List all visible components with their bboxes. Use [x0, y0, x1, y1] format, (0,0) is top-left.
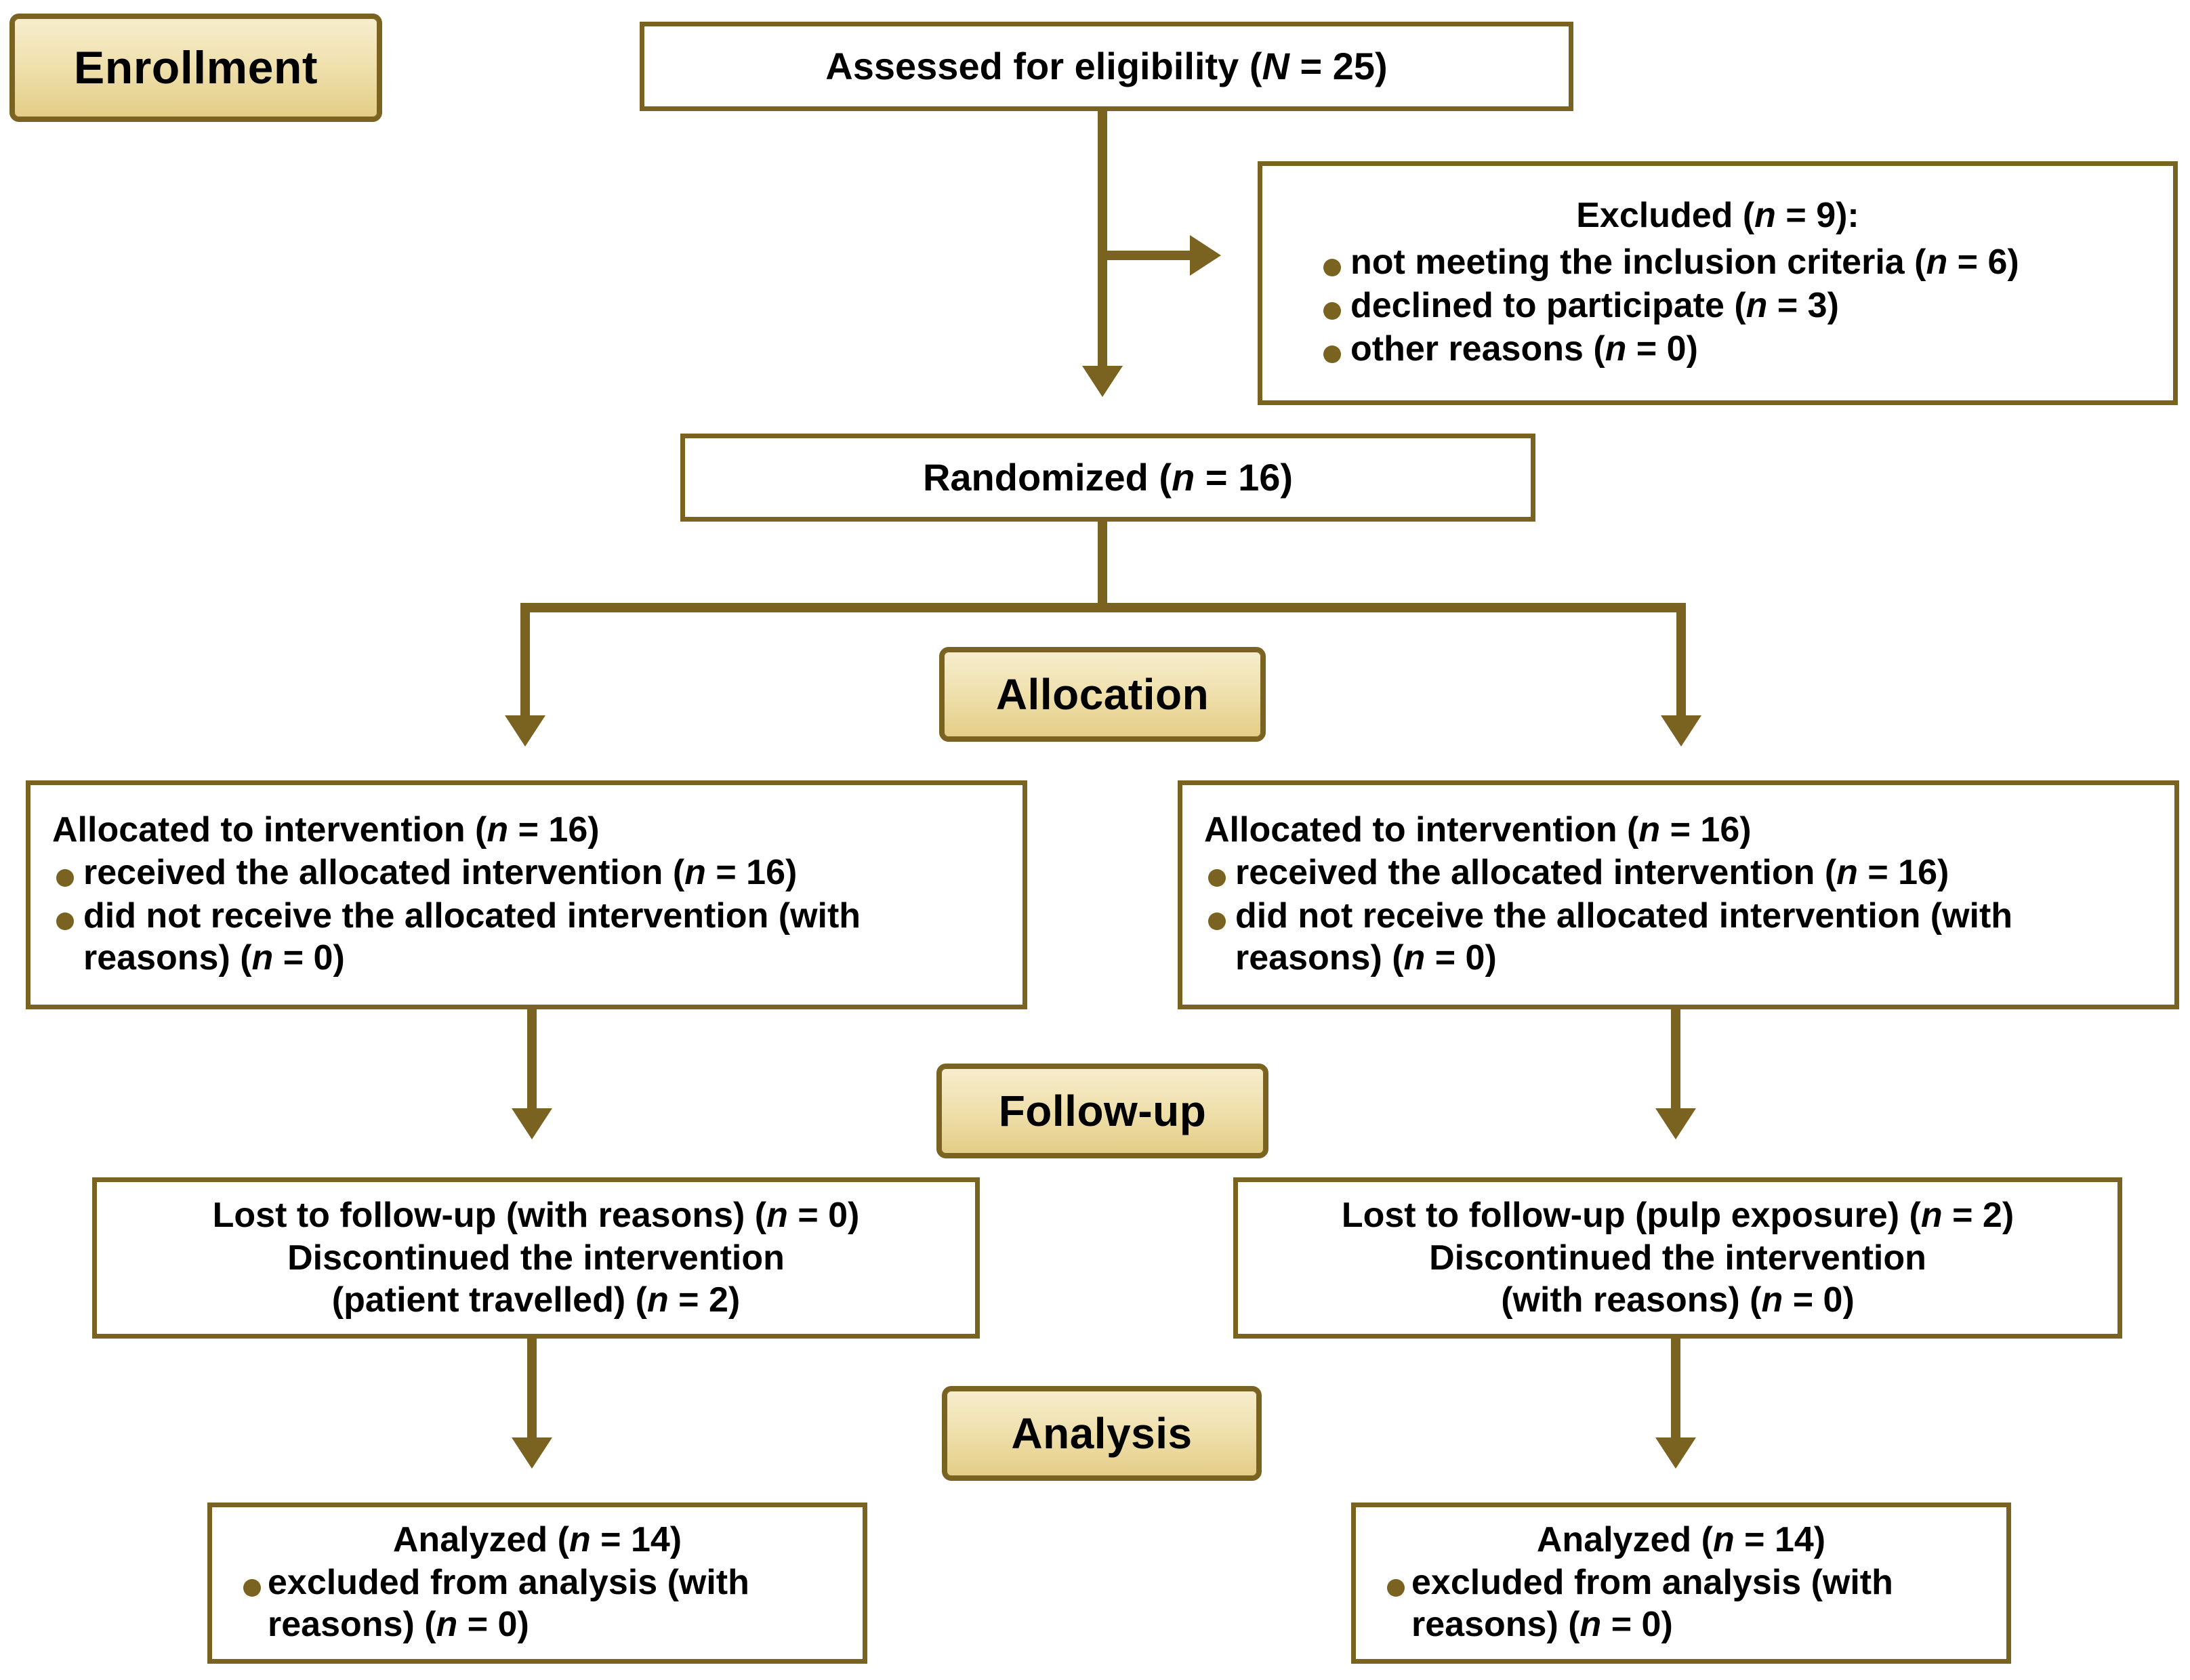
box-analyzed-left [207, 1503, 867, 1664]
followup-left-line3-post: = 2) [668, 1280, 741, 1320]
excluded-item-2-post: = 0) [1626, 329, 1698, 369]
connector-randomized-crossbar [520, 603, 1686, 612]
analyzed-right-item-pre: excluded from analysis (with reasons) ( [1411, 1562, 1893, 1645]
allocated-right-heading-pre: Allocated to intervention ( [1204, 810, 1639, 850]
followup-right-line3 [1501, 1279, 1855, 1321]
list-item [1315, 328, 2166, 370]
stage-label-analysis-text: Analysis [1011, 1409, 1193, 1458]
connector-alloc-right-to-followup [1671, 1009, 1680, 1111]
list-item [235, 1561, 863, 1646]
excluded-heading-post: = 9): [1775, 196, 1859, 236]
excluded-item-2-ital: n [1605, 329, 1627, 369]
arrowhead-assessed-to-randomized [1082, 366, 1123, 397]
followup-left-line3 [332, 1279, 740, 1321]
box-followup-right [1233, 1177, 2122, 1339]
excluded-item-0-post: = 6) [1947, 242, 2019, 282]
allocated-left-heading [36, 809, 1017, 851]
allocated-left-item-1-pre: did not receive the allocated intervention (with reasons) ( [83, 896, 861, 978]
excluded-item-1-ital: n [1745, 286, 1768, 325]
followup-right-line2: Discontinued the intervention [1429, 1238, 1926, 1278]
arrowhead-followup-left-to-analysis [512, 1437, 552, 1469]
allocated-right-heading [1188, 809, 2169, 851]
allocated-left-item-0-pre: received the allocated intervention ( [83, 852, 685, 892]
allocated-right-list [1188, 852, 2169, 981]
list-item [1315, 285, 2166, 327]
box-allocated-right [1178, 780, 2179, 1009]
list-item [48, 895, 1017, 980]
arrowhead-alloc-right-to-followup [1655, 1108, 1696, 1139]
followup-right-line1-pre: Lost to follow-up (pulp exposure) ( [1341, 1196, 1921, 1236]
randomized-text [923, 455, 1293, 500]
connector-randomized-left-drop [520, 603, 530, 718]
excluded-item-2-pre: other reasons ( [1350, 329, 1605, 369]
connector-alloc-left-to-followup [527, 1009, 537, 1111]
followup-right-line1-ital: n [1920, 1196, 1943, 1236]
stage-label-followup [936, 1064, 1268, 1158]
analyzed-left-heading-pre: Analyzed ( [392, 1520, 569, 1560]
list-item [1379, 1561, 2006, 1646]
excluded-heading-ital: n [1754, 196, 1776, 236]
followup-left-line1-pre: Lost to follow-up (with reasons) ( [212, 1196, 767, 1236]
box-allocated-left [26, 780, 1027, 1009]
allocated-right-item-1-ital: n [1403, 938, 1426, 978]
excluded-item-1-pre: declined to participate ( [1350, 286, 1746, 325]
arrowhead-to-excluded [1190, 235, 1221, 276]
allocated-left-item-1-post: = 0) [273, 938, 345, 978]
connector-assessed-to-randomized [1098, 111, 1107, 369]
connector-followup-right-to-analysis [1671, 1339, 1680, 1440]
followup-left-line2: Discontinued the intervention [287, 1238, 785, 1278]
analyzed-left-item-post: = 0) [457, 1605, 529, 1645]
analyzed-right-list [1356, 1561, 2006, 1647]
allocated-left-list [36, 852, 1017, 981]
followup-right-line3-ital: n [1761, 1280, 1783, 1320]
list-item [1200, 852, 2169, 894]
arrowhead-followup-right-to-analysis [1655, 1437, 1696, 1469]
allocated-left-heading-pre: Allocated to intervention ( [52, 810, 487, 850]
randomized-post: = 16) [1195, 456, 1294, 499]
allocated-right-item-0-post: = 16) [1857, 852, 1949, 892]
allocated-right-item-1-pre: did not receive the allocated intervention (with reasons) ( [1235, 896, 2013, 978]
arrowhead-alloc-left-to-followup [512, 1108, 552, 1139]
excluded-reason-list [1269, 241, 2166, 372]
allocated-left-item-0-ital: n [684, 852, 706, 892]
connector-to-excluded [1098, 251, 1193, 260]
followup-left-line3-ital: n [646, 1280, 669, 1320]
followup-right-line3-post: = 0) [1783, 1280, 1855, 1320]
stage-label-allocation [939, 647, 1266, 742]
followup-right-line1-post: = 2) [1942, 1196, 2015, 1236]
analyzed-left-item-pre: excluded from analysis (with reasons) ( [268, 1562, 749, 1645]
followup-left-line1 [213, 1194, 860, 1236]
connector-randomized-right-drop [1676, 603, 1686, 718]
allocated-right-item-0-pre: received the allocated intervention ( [1235, 852, 1837, 892]
allocated-right-item-0-ital: n [1836, 852, 1858, 892]
followup-right-line3-pre: (with reasons) ( [1501, 1280, 1762, 1320]
analyzed-left-heading-post: = 14) [590, 1520, 682, 1560]
arrowhead-randomized-left [505, 715, 545, 747]
box-assessed-for-eligibility [640, 22, 1573, 111]
allocated-right-item-1-post: = 0) [1425, 938, 1497, 978]
analyzed-left-heading [393, 1519, 682, 1561]
analyzed-left-list [212, 1561, 863, 1647]
excluded-item-1-post: = 3) [1767, 286, 1839, 325]
excluded-item-0-ital: n [1926, 242, 1948, 282]
arrowhead-randomized-right [1661, 715, 1701, 747]
excluded-item-0-pre: not meeting the inclusion criteria ( [1350, 242, 1926, 282]
allocated-right-heading-ital: n [1638, 810, 1661, 850]
randomized-pre: Randomized ( [922, 456, 1172, 499]
connector-randomized-stem [1098, 522, 1107, 608]
analyzed-right-heading-post: = 14) [1734, 1520, 1826, 1560]
analyzed-right-heading-pre: Analyzed ( [1536, 1520, 1713, 1560]
assessed-pre: Assessed for eligibility ( [825, 45, 1262, 88]
randomized-ital: n [1172, 456, 1195, 499]
box-randomized [680, 434, 1535, 522]
analyzed-left-item-ital: n [436, 1605, 458, 1645]
followup-left-line1-post: = 0) [787, 1196, 860, 1236]
excluded-heading [1269, 194, 2166, 236]
allocated-left-heading-post: = 16) [508, 810, 600, 850]
followup-left-line1-ital: n [766, 1196, 788, 1236]
analyzed-right-item-ital: n [1579, 1605, 1602, 1645]
analyzed-right-heading [1537, 1519, 1825, 1561]
allocated-left-heading-ital: n [487, 810, 509, 850]
stage-label-enrollment [9, 14, 382, 122]
box-excluded [1258, 161, 2178, 405]
assessed-text [825, 43, 1387, 89]
allocated-left-item-0-post: = 16) [705, 852, 798, 892]
analyzed-left-heading-ital: n [569, 1520, 591, 1560]
box-analyzed-right [1351, 1503, 2011, 1664]
assessed-post: = 25) [1289, 45, 1388, 88]
stage-label-followup-text: Follow-up [998, 1087, 1207, 1135]
list-item [1200, 895, 2169, 980]
list-item [1315, 241, 2166, 283]
followup-left-line3-pre: (patient travelled) ( [331, 1280, 647, 1320]
stage-label-allocation-text: Allocation [995, 670, 1210, 719]
box-followup-left [92, 1177, 980, 1339]
assessed-ital: N [1262, 45, 1289, 88]
connector-followup-left-to-analysis [527, 1339, 537, 1440]
allocated-left-item-1-ital: n [251, 938, 274, 978]
list-item [48, 852, 1017, 894]
analyzed-right-heading-ital: n [1712, 1520, 1735, 1560]
analyzed-right-item-post: = 0) [1601, 1605, 1673, 1645]
followup-right-line1 [1342, 1194, 2014, 1236]
stage-label-analysis [942, 1386, 1262, 1481]
excluded-heading-pre: Excluded ( [1576, 196, 1755, 236]
allocated-right-heading-post: = 16) [1660, 810, 1752, 850]
stage-label-enrollment-text: Enrollment [73, 42, 318, 93]
